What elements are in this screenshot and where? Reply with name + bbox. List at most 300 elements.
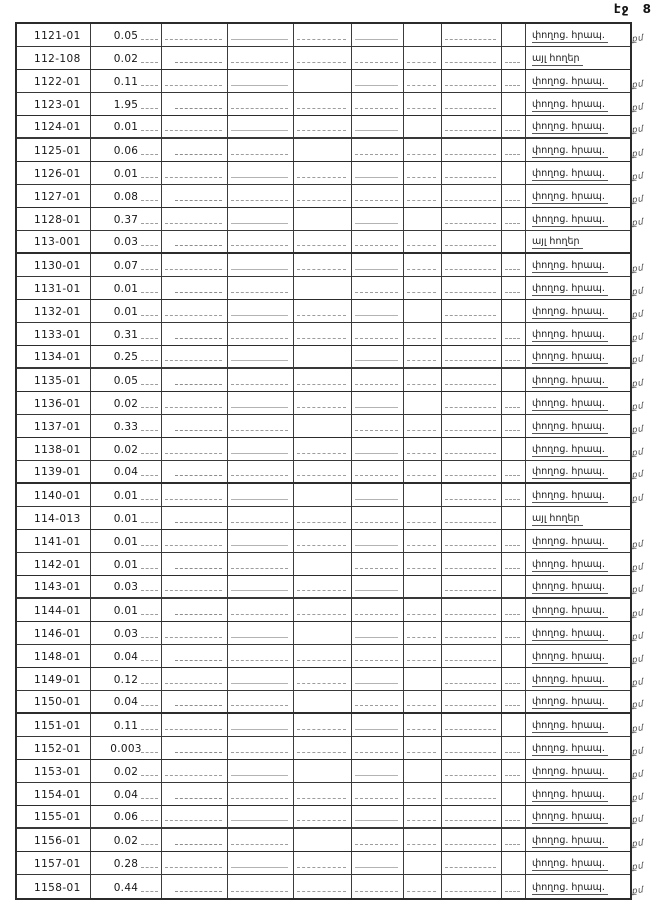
table-row (17, 392, 645, 415)
land-use-label: փողոց. հրապ. (532, 559, 608, 572)
area-value-cell (91, 208, 162, 230)
empty-cell (294, 783, 352, 805)
land-use-cell (526, 277, 630, 299)
handwritten-margin-mark: քմ (631, 584, 645, 596)
land-use-cell (526, 875, 630, 898)
land-use-label: փողոց. հրապ. (532, 628, 608, 641)
empty-cell (404, 760, 442, 782)
area-value: 0.01 (113, 559, 139, 571)
land-use-cell (526, 484, 630, 506)
empty-cell (162, 875, 228, 898)
parcel-id: 1155-01 (34, 811, 81, 823)
area-value: 0.12 (113, 674, 139, 686)
parcel-id: 1136-01 (34, 398, 81, 410)
area-value-cell (91, 530, 162, 552)
empty-cell (442, 829, 502, 851)
empty-cell (352, 415, 404, 437)
parcel-id-cell (17, 852, 91, 874)
handwritten-margin-mark: քմ (631, 469, 645, 481)
area-value: 0.04 (113, 789, 139, 801)
land-use-label: փողոց. հրապ. (532, 882, 608, 895)
empty-cell (502, 553, 526, 575)
empty-cell (502, 806, 526, 827)
empty-cell (294, 530, 352, 552)
area-value-cell (91, 645, 162, 667)
empty-cell (442, 530, 502, 552)
parcel-id-cell (17, 369, 91, 391)
table-row (17, 829, 645, 852)
parcel-id: 1122-01 (34, 76, 81, 88)
empty-cell (228, 599, 294, 621)
parcel-id: 1133-01 (34, 329, 81, 341)
empty-cell (162, 208, 228, 230)
area-value-cell (91, 829, 162, 851)
parcel-id-cell (17, 93, 91, 115)
table-row (17, 415, 645, 438)
area-value-cell (91, 852, 162, 874)
empty-cell (294, 369, 352, 391)
empty-cell (404, 70, 442, 92)
handwritten-margin-mark: քմ (631, 723, 645, 735)
empty-cell (228, 277, 294, 299)
area-value: 0.11 (113, 720, 139, 732)
empty-cell (352, 369, 404, 391)
empty-cell (294, 576, 352, 597)
empty-cell (294, 760, 352, 782)
table-row (17, 116, 645, 139)
land-use-label: փողոց. հրապ. (532, 581, 608, 594)
parcel-id-cell (17, 461, 91, 482)
land-use-label: փողոց. հրապ. (532, 858, 608, 871)
land-use-cell (526, 369, 630, 391)
empty-cell (404, 185, 442, 207)
empty-cell (404, 438, 442, 460)
empty-cell (352, 47, 404, 69)
empty-cell (442, 369, 502, 391)
empty-cell (502, 70, 526, 92)
area-value: 0.31 (113, 329, 139, 341)
land-use-label: փողոց. հրապ. (532, 375, 608, 388)
empty-cell (352, 553, 404, 575)
empty-cell (404, 415, 442, 437)
empty-cell (352, 346, 404, 367)
handwritten-margin-mark: քմ (631, 493, 645, 505)
land-use-cell (526, 70, 630, 92)
table-row (17, 93, 645, 116)
empty-cell (442, 392, 502, 414)
empty-cell (502, 300, 526, 322)
empty-cell (404, 737, 442, 759)
area-value: 0.28 (113, 858, 139, 870)
parcel-id: 1151-01 (34, 720, 81, 732)
empty-cell (502, 714, 526, 736)
empty-cell (228, 645, 294, 667)
handwritten-margin-mark: քմ (631, 263, 645, 275)
table-row (17, 438, 645, 461)
empty-cell (502, 208, 526, 230)
land-use-cell (526, 392, 630, 414)
handwritten-margin-mark: քմ (631, 286, 645, 298)
table-row (17, 231, 630, 254)
empty-cell (162, 576, 228, 597)
empty-cell (352, 530, 404, 552)
area-value: 0.003 (110, 743, 142, 755)
empty-cell (502, 875, 526, 898)
parcel-id: 1135-01 (34, 375, 81, 387)
empty-cell (162, 162, 228, 184)
land-use-label: փողոց. հրապ. (532, 720, 608, 733)
empty-cell (228, 231, 294, 252)
parcel-id: 1140-01 (34, 490, 81, 502)
land-use-cell (526, 24, 630, 46)
land-use-label: փողոց. հրապ. (532, 674, 608, 687)
empty-cell (228, 737, 294, 759)
land-use-cell (526, 829, 630, 851)
parcel-id-cell (17, 691, 91, 712)
empty-cell (502, 93, 526, 115)
handwritten-margin-mark: քմ (631, 217, 645, 229)
land-use-label: փողոց. հրապ. (532, 651, 608, 664)
parcel-id: 114-013 (34, 513, 81, 525)
area-value: 0.06 (113, 811, 139, 823)
empty-cell (228, 185, 294, 207)
parcel-id: 1154-01 (34, 789, 81, 801)
handwritten-margin-mark: քմ (631, 792, 645, 804)
land-use-cell (526, 346, 630, 367)
empty-cell (404, 783, 442, 805)
parcel-id: 1153-01 (34, 766, 81, 778)
land-use-label: փողոց. հրապ. (532, 536, 608, 549)
area-value: 0.01 (113, 306, 139, 318)
empty-cell (228, 507, 294, 529)
area-value-cell (91, 392, 162, 414)
table-row (17, 24, 645, 47)
empty-cell (404, 93, 442, 115)
empty-cell (404, 622, 442, 644)
empty-cell (442, 208, 502, 230)
empty-cell (442, 806, 502, 827)
parcel-id-cell (17, 484, 91, 506)
handwritten-margin-mark: քմ (631, 171, 645, 183)
empty-cell (404, 139, 442, 161)
table-row (17, 783, 645, 806)
handwritten-margin-mark: քմ (631, 148, 645, 160)
empty-cell (162, 392, 228, 414)
table-row (17, 599, 645, 622)
empty-cell (502, 852, 526, 874)
parcel-id-cell (17, 208, 91, 230)
empty-cell (228, 254, 294, 276)
parcel-id: 1121-01 (34, 30, 81, 42)
empty-cell (162, 116, 228, 137)
empty-cell (162, 668, 228, 690)
empty-cell (162, 346, 228, 367)
empty-cell (352, 576, 404, 597)
empty-cell (502, 162, 526, 184)
area-value-cell (91, 599, 162, 621)
empty-cell (404, 346, 442, 367)
table-row (17, 852, 645, 875)
empty-cell (442, 300, 502, 322)
land-use-cell (526, 162, 630, 184)
empty-cell (228, 829, 294, 851)
empty-cell (294, 553, 352, 575)
empty-cell (162, 714, 228, 736)
land-use-label: փողոց. հրապ. (532, 835, 608, 848)
empty-cell (352, 852, 404, 874)
empty-cell (228, 323, 294, 345)
land-use-label: փողոց. հրապ. (532, 421, 608, 434)
empty-cell (404, 208, 442, 230)
parcel-id: 1152-01 (34, 743, 81, 755)
empty-cell (294, 691, 352, 712)
empty-cell (442, 185, 502, 207)
land-use-label: փողոց. հրապ. (532, 351, 608, 364)
empty-cell (404, 530, 442, 552)
land-use-cell (526, 300, 630, 322)
empty-cell (162, 599, 228, 621)
area-value: 0.02 (113, 53, 139, 65)
handwritten-margin-mark: քմ (631, 677, 645, 689)
land-use-cell (526, 645, 630, 667)
empty-cell (228, 461, 294, 482)
parcel-id: 1142-01 (34, 559, 81, 571)
empty-cell (404, 553, 442, 575)
parcel-id-cell (17, 47, 91, 69)
area-value: 0.01 (113, 536, 139, 548)
land-use-cell (526, 668, 630, 690)
parcel-id: 1156-01 (34, 835, 81, 847)
empty-cell (352, 806, 404, 827)
area-value: 1.95 (113, 99, 139, 111)
empty-cell (502, 691, 526, 712)
empty-cell (162, 369, 228, 391)
land-use-cell (526, 691, 630, 712)
handwritten-margin-mark: քմ (631, 354, 645, 366)
empty-cell (442, 737, 502, 759)
area-value: 0.03 (113, 581, 139, 593)
empty-cell (502, 323, 526, 345)
area-value: 0.37 (113, 214, 139, 226)
empty-cell (294, 852, 352, 874)
land-use-cell (526, 622, 630, 644)
empty-cell (228, 415, 294, 437)
empty-cell (442, 852, 502, 874)
empty-cell (442, 162, 502, 184)
parcel-id: 1132-01 (34, 306, 81, 318)
handwritten-margin-mark: քմ (631, 79, 645, 91)
empty-cell (228, 783, 294, 805)
empty-cell (162, 231, 228, 252)
area-value-cell (91, 760, 162, 782)
parcel-id: 1125-01 (34, 145, 81, 157)
empty-cell (162, 47, 228, 69)
land-use-cell (526, 231, 630, 252)
handwritten-margin-mark: քմ (631, 861, 645, 873)
empty-cell (228, 47, 294, 69)
table-row (17, 760, 645, 783)
empty-cell (294, 806, 352, 827)
area-value-cell (91, 162, 162, 184)
empty-cell (502, 507, 526, 529)
empty-cell (442, 139, 502, 161)
empty-cell (442, 576, 502, 597)
handwritten-margin-mark: քմ (631, 814, 645, 826)
empty-cell (228, 392, 294, 414)
empty-cell (442, 70, 502, 92)
empty-cell (162, 737, 228, 759)
empty-cell (228, 300, 294, 322)
empty-cell (294, 208, 352, 230)
empty-cell (442, 760, 502, 782)
parcel-id-cell (17, 599, 91, 621)
parcel-id-cell (17, 530, 91, 552)
parcel-id: 1123-01 (34, 99, 81, 111)
empty-cell (162, 645, 228, 667)
parcel-id-cell (17, 829, 91, 851)
empty-cell (162, 438, 228, 460)
empty-cell (352, 300, 404, 322)
empty-cell (352, 875, 404, 898)
empty-cell (228, 852, 294, 874)
handwritten-margin-mark: քմ (631, 424, 645, 436)
land-use-label: փողոց. հրապ. (532, 121, 608, 134)
empty-cell (228, 875, 294, 898)
table-row (17, 254, 645, 277)
table-row (17, 484, 645, 507)
table-row (17, 691, 645, 714)
land-use-label: փողոց. հրապ. (532, 398, 608, 411)
table-row (17, 668, 645, 691)
empty-cell (352, 507, 404, 529)
empty-cell (294, 162, 352, 184)
empty-cell (294, 254, 352, 276)
parcel-id: 1157-01 (34, 858, 81, 870)
empty-cell (404, 300, 442, 322)
land-use-label: այլ հողեր (532, 53, 583, 66)
parcel-id-cell (17, 576, 91, 597)
handwritten-margin-mark: քմ (631, 769, 645, 781)
parcel-id-cell (17, 668, 91, 690)
parcel-id-cell (17, 438, 91, 460)
empty-cell (442, 668, 502, 690)
empty-cell (502, 254, 526, 276)
empty-cell (228, 116, 294, 137)
parcel-id-cell (17, 760, 91, 782)
handwritten-margin-mark: քմ (631, 447, 645, 459)
empty-cell (404, 875, 442, 898)
table-row (17, 208, 645, 231)
area-value: 0.06 (113, 145, 139, 157)
land-use-label: փողոց. հրապ. (532, 191, 608, 204)
empty-cell (502, 47, 526, 69)
empty-cell (352, 208, 404, 230)
parcel-id-cell (17, 277, 91, 299)
empty-cell (352, 484, 404, 506)
empty-cell (352, 139, 404, 161)
empty-cell (404, 576, 442, 597)
empty-cell (442, 783, 502, 805)
empty-cell (162, 484, 228, 506)
empty-cell (442, 323, 502, 345)
area-value: 0.07 (113, 260, 139, 272)
parcel-id: 113-001 (34, 236, 81, 248)
land-use-cell (526, 507, 630, 529)
parcel-id-cell (17, 24, 91, 46)
parcel-id-cell (17, 737, 91, 759)
parcel-id: 1134-01 (34, 351, 81, 363)
empty-cell (404, 645, 442, 667)
empty-cell (352, 24, 404, 46)
area-value: 0.05 (113, 30, 139, 42)
empty-cell (228, 369, 294, 391)
area-value-cell (91, 507, 162, 529)
empty-cell (352, 254, 404, 276)
empty-cell (352, 277, 404, 299)
empty-cell (442, 507, 502, 529)
area-value-cell (91, 553, 162, 575)
area-value: 0.01 (113, 513, 139, 525)
table-row (17, 162, 645, 185)
parcel-id: 1128-01 (34, 214, 81, 226)
parcel-id-cell (17, 415, 91, 437)
land-use-label: փողոց. հրապ. (532, 168, 608, 181)
empty-cell (502, 116, 526, 137)
handwritten-margin-mark: քմ (631, 885, 645, 897)
empty-cell (502, 438, 526, 460)
area-value-cell (91, 461, 162, 482)
empty-cell (294, 300, 352, 322)
parcel-id-cell (17, 622, 91, 644)
parcel-id: 1130-01 (34, 260, 81, 272)
table-row (17, 576, 645, 599)
area-value-cell (91, 323, 162, 345)
handwritten-margin-mark: քմ (631, 401, 645, 413)
land-use-cell (526, 806, 630, 827)
empty-cell (404, 668, 442, 690)
empty-cell (228, 576, 294, 597)
parcel-id: 1146-01 (34, 628, 81, 640)
table-row (17, 737, 645, 760)
page-number: էջ 8 (613, 2, 652, 16)
land-use-cell (526, 783, 630, 805)
empty-cell (228, 24, 294, 46)
empty-cell (502, 346, 526, 367)
table-row (17, 530, 645, 553)
empty-cell (162, 829, 228, 851)
empty-cell (442, 875, 502, 898)
handwritten-margin-mark: քմ (631, 562, 645, 574)
empty-cell (352, 70, 404, 92)
parcel-id: 1158-01 (34, 882, 81, 894)
empty-cell (502, 392, 526, 414)
empty-cell (404, 116, 442, 137)
parcel-id: 1150-01 (34, 696, 81, 708)
empty-cell (294, 185, 352, 207)
empty-cell (442, 461, 502, 482)
empty-cell (228, 70, 294, 92)
empty-cell (352, 116, 404, 137)
empty-cell (294, 346, 352, 367)
area-value-cell (91, 484, 162, 506)
land-use-label: այլ հողեր (532, 513, 583, 526)
handwritten-margin-mark: քմ (631, 309, 645, 321)
parcel-id: 1127-01 (34, 191, 81, 203)
empty-cell (442, 484, 502, 506)
parcel-id: 1137-01 (34, 421, 81, 433)
land-use-label: փողոց. հրապ. (532, 766, 608, 779)
empty-cell (502, 737, 526, 759)
